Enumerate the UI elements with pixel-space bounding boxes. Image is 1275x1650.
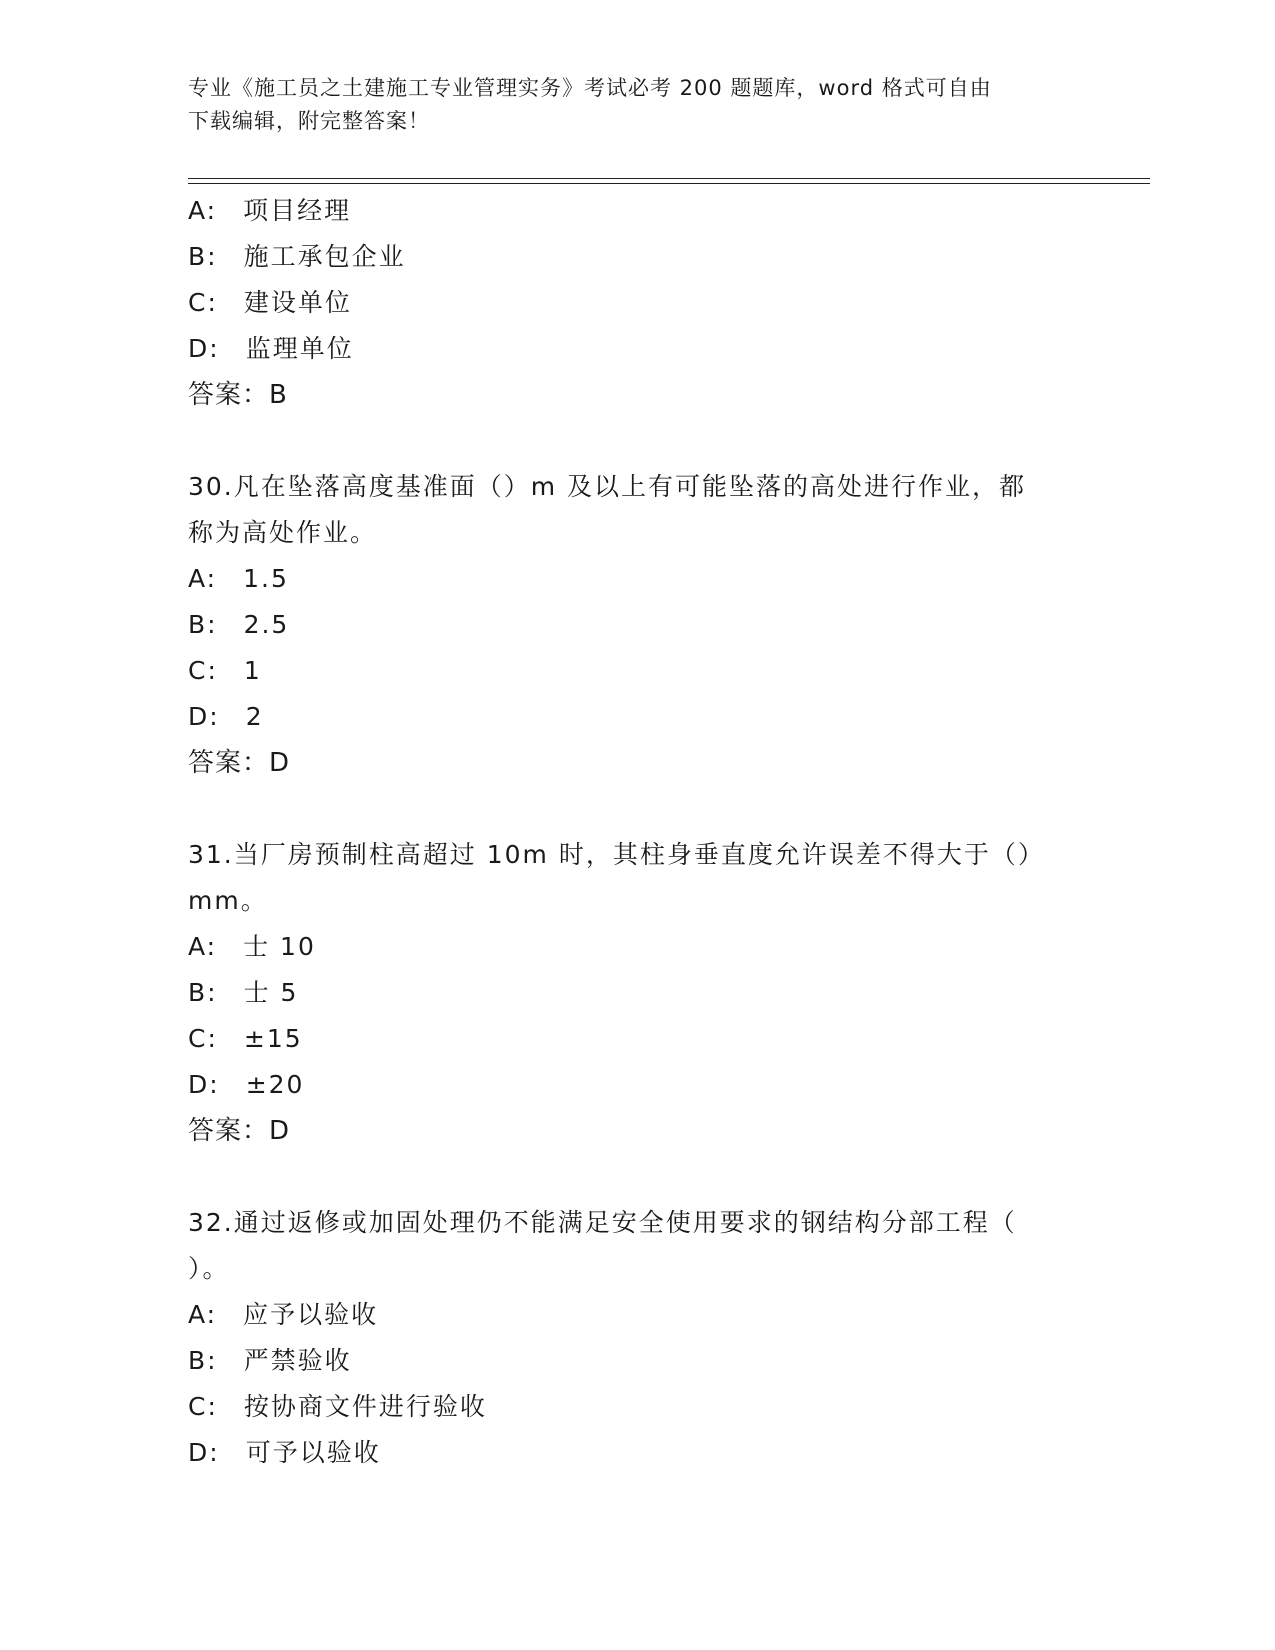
question-31 (188, 832, 1088, 1154)
option-a: A: 项目经理 (188, 196, 352, 225)
option-d: D: ±20 (188, 1070, 305, 1099)
option-b: B: 施工承包企业 (188, 242, 406, 271)
question-stem-line-1: 30.凡在坠落高度基准面（）m 及以上有可能坠落的高处进行作业，都 (188, 472, 1027, 501)
option-b: B: 严禁验收 (188, 1346, 352, 1375)
option-d: D: 可予以验收 (188, 1438, 381, 1467)
answer-line: 答案：D (188, 1116, 291, 1146)
header-line-1: 专业《施工员之土建施工专业管理实务》考试必考 200 题题库，word 格式可自由 (188, 76, 992, 100)
option-a: A: 士 10 (188, 932, 316, 961)
option-a: A: 应予以验收 (188, 1300, 379, 1329)
answer-line: 答案：D (188, 748, 291, 778)
option-c: C: 建设单位 (188, 288, 352, 317)
document-header (188, 72, 1088, 138)
option-c: C: 1 (188, 656, 262, 685)
question-stem-line-2: ）。 (188, 1254, 230, 1283)
option-a: A: 1.5 (188, 564, 289, 593)
question-stem-line-1: 31.当厂房预制柱高超过 10m 时，其柱身垂直度允许误差不得大于（） (188, 840, 1045, 869)
header-divider-top (188, 178, 1150, 179)
answer-line: 答案：B (188, 380, 288, 410)
option-c: C: 按协商文件进行验收 (188, 1392, 487, 1421)
option-c: C: ±15 (188, 1024, 303, 1053)
question-stem-line-2: 称为高处作业。 (188, 518, 378, 547)
option-d: D: 2 (188, 702, 264, 731)
header-divider-bottom (188, 183, 1150, 184)
option-b: B: 士 5 (188, 978, 299, 1007)
question-29-continued (188, 188, 1088, 418)
header-line-2: 下载编辑，附完整答案！ (188, 109, 430, 133)
option-d: D: 监理单位 (188, 334, 354, 363)
question-stem-line-2: mm。 (188, 886, 268, 915)
question-32 (188, 1200, 1088, 1476)
option-b: B: 2.5 (188, 610, 290, 639)
question-30 (188, 464, 1088, 786)
question-stem-line-1: 32.通过返修或加固处理仍不能满足安全使用要求的钢结构分部工程（ (188, 1208, 1017, 1237)
question-list (188, 188, 1088, 1476)
